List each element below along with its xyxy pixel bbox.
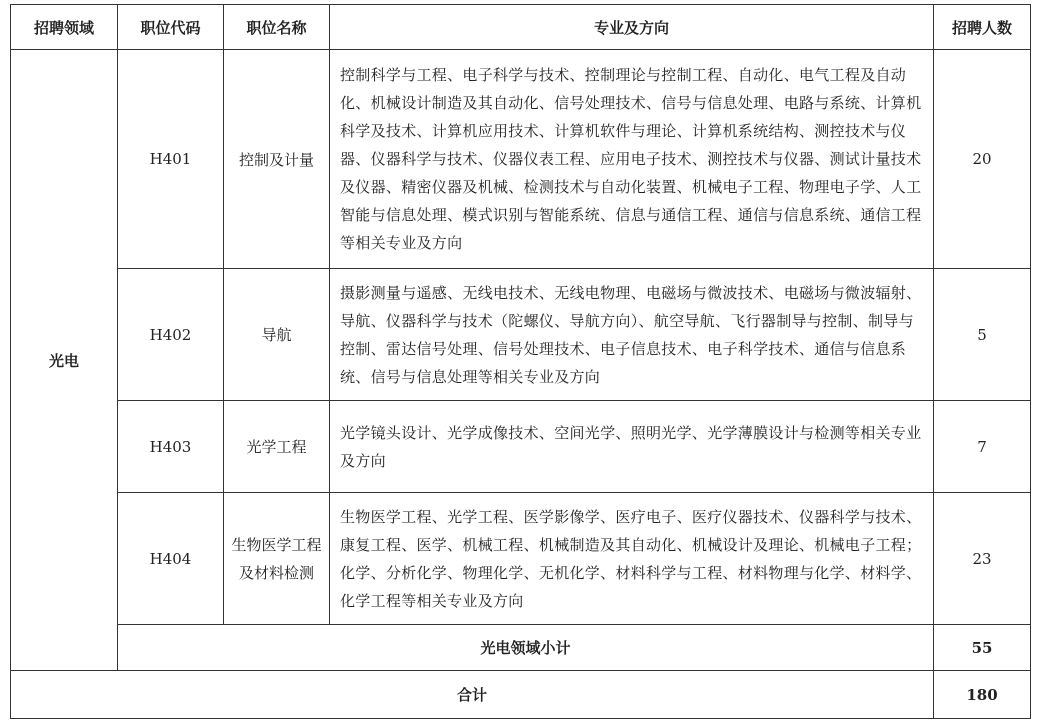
major-description: 控制科学与工程、电子科学与技术、控制理论与控制工程、自动化、电气工程及自动化、机械设计制造及其自动化、信号处理技术、信号与信息处理、电路与系统、计算机科学及技术、计算机应用技术、计算机软件与理论、计算机系统结构、测控技术与仪器、仪器科学与技术、仪器仪表工程、应用电子技术、测控技术与仪器、测试计量技术及仪器、精密仪器及机械、检测技术与自动化装置、机械电子工程、物理电子学、人工智能与信息处理、模式识别与智能系统、信息与通信工程、通信与信息系统、通信工程等相关专业及方向 [330, 50, 934, 269]
position-code: H402 [118, 269, 224, 401]
major-description: 生物医学工程、光学工程、医学影像学、医疗电子、医疗仪器技术、仪器科学与技术、康复工程、医学、机械工程、机械制造及其自动化、机械设计及理论、机械电子工程；化学、分析化学、物理化学、无机化学、材料科学与工程、材料物理与化学、材料学、化学工程等相关专业及方向 [330, 493, 934, 625]
position-code: H403 [118, 401, 224, 493]
recruitment-table [10, 4, 1031, 719]
total-label: 合计 [11, 671, 934, 719]
table-row [11, 269, 1031, 401]
header-field: 招聘领域 [11, 5, 118, 50]
header-name: 职位名称 [224, 5, 330, 50]
subtotal-label: 光电领域小计 [118, 625, 934, 671]
header-count: 招聘人数 [934, 5, 1031, 50]
headcount: 20 [934, 50, 1031, 269]
header-code: 职位代码 [118, 5, 224, 50]
table-row [11, 493, 1031, 625]
position-name: 导航 [224, 269, 330, 401]
total-row [11, 671, 1031, 719]
table-row [11, 50, 1031, 269]
total-value: 180 [934, 671, 1031, 719]
position-name: 光学工程 [224, 401, 330, 493]
major-description: 摄影测量与遥感、无线电技术、无线电物理、电磁场与微波技术、电磁场与微波辐射、导航、仪器科学与技术（陀螺仪、导航方向）、航空导航、飞行器制导与控制、制导与控制、雷达信号处理、信号处理技术、电子信息技术、电子科学技术、通信与信息系统、信号与信息处理等相关专业及方向 [330, 269, 934, 401]
table-row [11, 401, 1031, 493]
position-name: 控制及计量 [224, 50, 330, 269]
headcount: 5 [934, 269, 1031, 401]
headcount: 7 [934, 401, 1031, 493]
major-description: 光学镜头设计、光学成像技术、空间光学、照明光学、光学薄膜设计与检测等相关专业及方向 [330, 401, 934, 493]
header-row [11, 5, 1031, 50]
position-code: H404 [118, 493, 224, 625]
position-code: H401 [118, 50, 224, 269]
subtotal-value: 55 [934, 625, 1031, 671]
subtotal-row [11, 625, 1031, 671]
header-major: 专业及方向 [330, 5, 934, 50]
field-cell: 光电 [11, 50, 118, 671]
position-name: 生物医学工程及材料检测 [224, 493, 330, 625]
headcount: 23 [934, 493, 1031, 625]
